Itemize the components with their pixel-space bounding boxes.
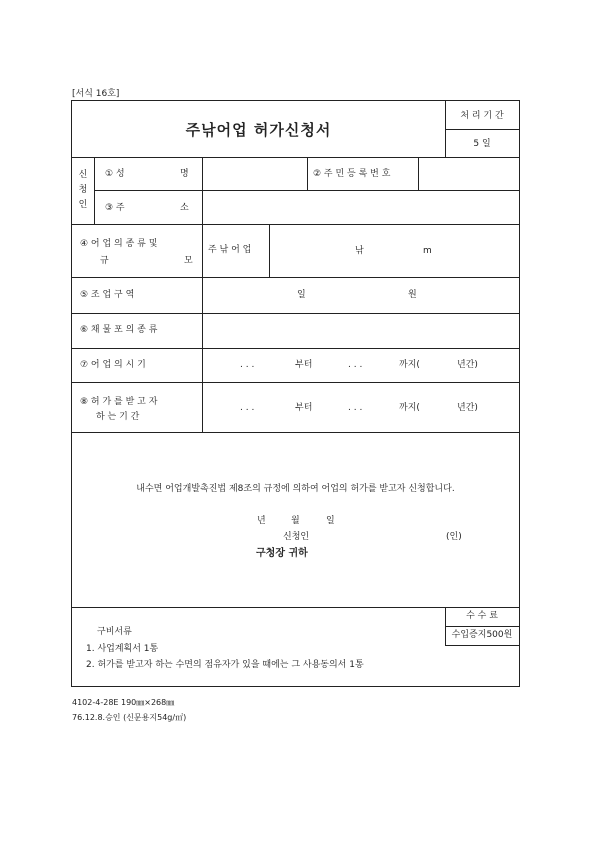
- fishing-period-from: 부터: [295, 360, 313, 370]
- permit-period-years: 년간): [457, 403, 478, 413]
- permit-period-dots-1: . . .: [240, 403, 255, 413]
- name-label-tail: 명: [180, 169, 189, 179]
- name-label: ① 성: [105, 169, 125, 179]
- grid-line: [72, 607, 519, 608]
- grid-line: [72, 277, 519, 278]
- fishing-period-years: 년간): [457, 360, 478, 370]
- gear-field[interactable]: [203, 314, 518, 348]
- date-month: 월: [291, 516, 300, 526]
- grid-line: [269, 224, 270, 277]
- address-label: ③ 주: [105, 203, 125, 213]
- documents-item-2: 2. 허가를 받고자 하는 수면의 점유자가 있을 때에는 그 사용동의서 1통: [86, 660, 364, 670]
- permit-period-from: 부터: [295, 403, 313, 413]
- fishery-label-line2b: 모: [184, 256, 193, 266]
- fishing-period-to: 까지(: [399, 360, 420, 370]
- processing-period-value: 5 일: [473, 139, 491, 149]
- declaration-statement: 내수면 어업개발촉진법 제8조의 규정에 의하여 어업의 허가를 받고자 신청합니다.: [136, 484, 455, 494]
- processing-period-label: 처 리 기 간: [460, 111, 504, 121]
- grid-line: [94, 157, 95, 224]
- footer-line-2: 76.12.8.승인 (신문용지54g/㎡): [72, 713, 187, 722]
- permit-period-to: 까지(: [399, 403, 420, 413]
- grid-line: [72, 432, 519, 433]
- address-label-tail: 소: [180, 203, 189, 213]
- operation-area-unit-a: 일: [297, 290, 306, 300]
- operation-area-label: ⑤ 조 업 구 역: [80, 290, 135, 300]
- fee-value: 수입증지500원: [451, 630, 513, 640]
- fishing-period-dots-1: . . .: [240, 360, 255, 370]
- date-day: 일: [326, 516, 335, 526]
- address-field[interactable]: [203, 191, 518, 224]
- date-year: 년: [257, 516, 266, 526]
- grid-line: [72, 224, 519, 225]
- permit-period-dots-2: . . .: [348, 403, 363, 413]
- grid-line: [72, 382, 519, 383]
- documents-heading: 구비서류: [97, 627, 132, 637]
- fishery-label-line1: ④ 어 업 의 종 류 및: [80, 239, 158, 249]
- applicant-side-label-1: 신: [78, 170, 88, 180]
- recipient: 구청장 귀하: [256, 548, 308, 559]
- form-number: [서식 16호]: [72, 89, 120, 99]
- fee-label: 수 수 료: [466, 611, 498, 621]
- grid-line: [445, 129, 519, 130]
- fishery-unit-b: m: [423, 246, 432, 256]
- fishery-type: 주 낚 어 업: [208, 245, 252, 255]
- gear-label: ⑥ 채 물 포 의 종 류: [80, 325, 158, 335]
- name-field[interactable]: [203, 158, 307, 190]
- fishing-period-dots-2: . . .: [348, 360, 363, 370]
- operation-area-unit-b: 원: [408, 290, 417, 300]
- form-title: 주낚어업 허가신청서: [185, 121, 332, 139]
- grid-line: [72, 348, 519, 349]
- permit-period-label-line2: 하 는 기 간: [96, 412, 140, 422]
- grid-line: [307, 157, 308, 190]
- rrn-field[interactable]: [419, 158, 518, 190]
- applicant-side-label-2: 청: [78, 185, 88, 195]
- applicant-signature-label: 신청인: [283, 532, 310, 542]
- fishing-period-label: ⑦ 어 업 의 시 기: [80, 360, 146, 370]
- permit-period-label-line1: ⑧ 허 가 를 받 고 자: [80, 397, 158, 407]
- footer-line-1: 4102-4-28E 190㎜×268㎜: [72, 698, 175, 707]
- seal-mark: (인): [446, 532, 462, 542]
- grid-line: [445, 645, 519, 646]
- applicant-side-label-3: 인: [78, 200, 88, 210]
- fishery-label-line2a: 규: [100, 256, 109, 266]
- grid-line: [445, 626, 519, 627]
- documents-item-1: 1. 사업계획서 1통: [86, 644, 159, 654]
- fishery-unit-a: 낚: [355, 246, 364, 256]
- rrn-label: ② 주 민 등 록 번 호: [313, 169, 391, 179]
